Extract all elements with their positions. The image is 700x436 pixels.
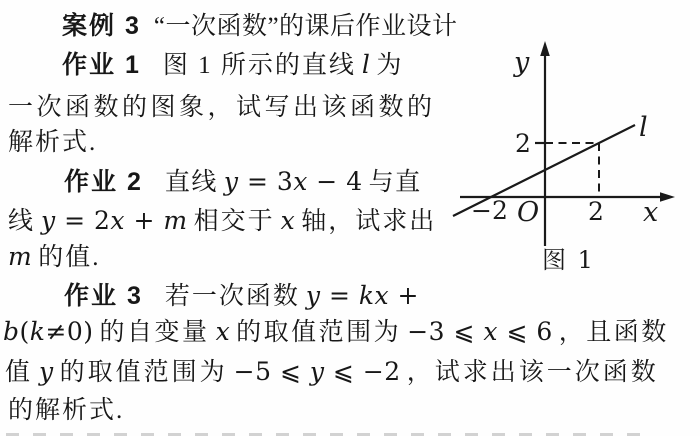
eq2-var-y: y [41,206,56,235]
task2-line1 [64,167,422,198]
task1-line3-text: 解析式. [8,129,98,156]
term-b-k-not-0 [3,317,94,346]
task3-line3-text1: 值 [5,359,34,386]
task1-line1-tail: 为 [376,52,404,79]
task1-line1-text: 图 1 所示的直线 [162,52,356,79]
case-title-text: “一次函数”的课后作业设计 [153,13,458,40]
ineq2-lower: −5 ⩽ [233,357,310,386]
eq3-var-kx: kx [358,281,390,310]
task3-line2-text2: 的取值范围为 [236,319,402,346]
task1-line2-text: 一次函数的图象，试写出该函数的 [8,94,436,121]
x-axis-arrow-icon [660,192,675,202]
figure-1 [443,38,700,278]
y-axis-label: y [514,47,530,78]
eq2-plus: + [125,206,164,235]
task3-line3 [5,357,659,388]
task1-line2 [8,93,436,123]
task2-line2-text1: 线 [8,208,36,235]
figure-1-graph [443,38,700,278]
task2-line3 [8,242,100,273]
y-tick-label: 2 [515,129,531,158]
eq1-var-x: x [293,167,308,196]
eq1-var-y: y [223,167,239,196]
task2-var-m: m [8,242,33,271]
task3-line2-text1: 的自变量 [99,319,210,346]
task3-line4-text: 的解析式. [8,397,125,424]
task3-line1-text: 若一次函数 [164,283,300,310]
eq2-var-x: x [110,206,125,235]
ineq1-upper: ⩽ 6 [498,317,553,346]
task3-label: 作业 3 [64,282,143,310]
eq3-equals: = [320,281,359,310]
equation-y-2x-m [41,206,188,235]
eq3-var-y: y [305,281,321,310]
eq2-var-m: m [163,206,188,235]
task3-line2 [3,317,669,348]
inequality-y-range [234,357,401,386]
figure-caption: 图 1 [542,246,595,274]
ineq1-var-x: x [483,317,498,346]
paren-open: ( [19,317,30,346]
task3-var-x: x [215,317,231,346]
task2-line2-text2: 相交于 [193,208,275,235]
inequality-x-range [407,317,553,346]
x-tick-label: 2 [588,197,604,226]
equation-y-3x-4 [224,167,363,196]
task2-line1-tail: 与直 [368,169,422,196]
x-intercept-label: −2 [471,196,508,225]
task1-var-l: l [361,50,371,79]
case-title-label: 案例 3 [62,12,141,40]
task2-line2-text3: 轴，试求出 [301,208,437,235]
task3-line4 [8,396,124,426]
task2-var-x: x [280,206,296,235]
task1-line1 [62,50,403,81]
task3-line2-text3: ，且函数 [558,319,669,346]
task1-line3 [8,128,97,158]
task3-line3-text2: 的取值范围为 [59,359,228,386]
origin-label: O [517,197,540,228]
task3-line1 [64,281,425,312]
line-l-label: l [639,112,648,143]
equation-y-kx-b [306,281,419,310]
neq-zero: ≠0) [45,317,94,346]
eq3-plus: + [389,281,419,310]
eq2-op: = 2 [55,206,111,235]
ineq1-lower: −3 ⩽ [407,317,484,346]
task3-var-y: y [39,357,54,386]
task2-line1-text: 直线 [164,169,218,196]
task2-line2 [8,206,436,237]
task2-line3-text: 的值. [38,244,101,271]
ineq2-var-y: y [309,357,325,386]
eq1-const: − 4 [307,167,363,196]
var-b: b [3,317,20,346]
x-axis-label: x [643,197,659,228]
task2-label: 作业 2 [64,168,143,196]
task3-line3-text3: ，试求出该一次函数 [406,359,659,386]
y-axis-arrow-icon [540,41,550,56]
var-k: k [29,317,46,346]
case-title-line [62,11,458,42]
ineq2-upper: ⩽ −2 [324,357,401,386]
eq1-op: = 3 [238,167,294,196]
task1-label: 作业 1 [62,51,141,79]
